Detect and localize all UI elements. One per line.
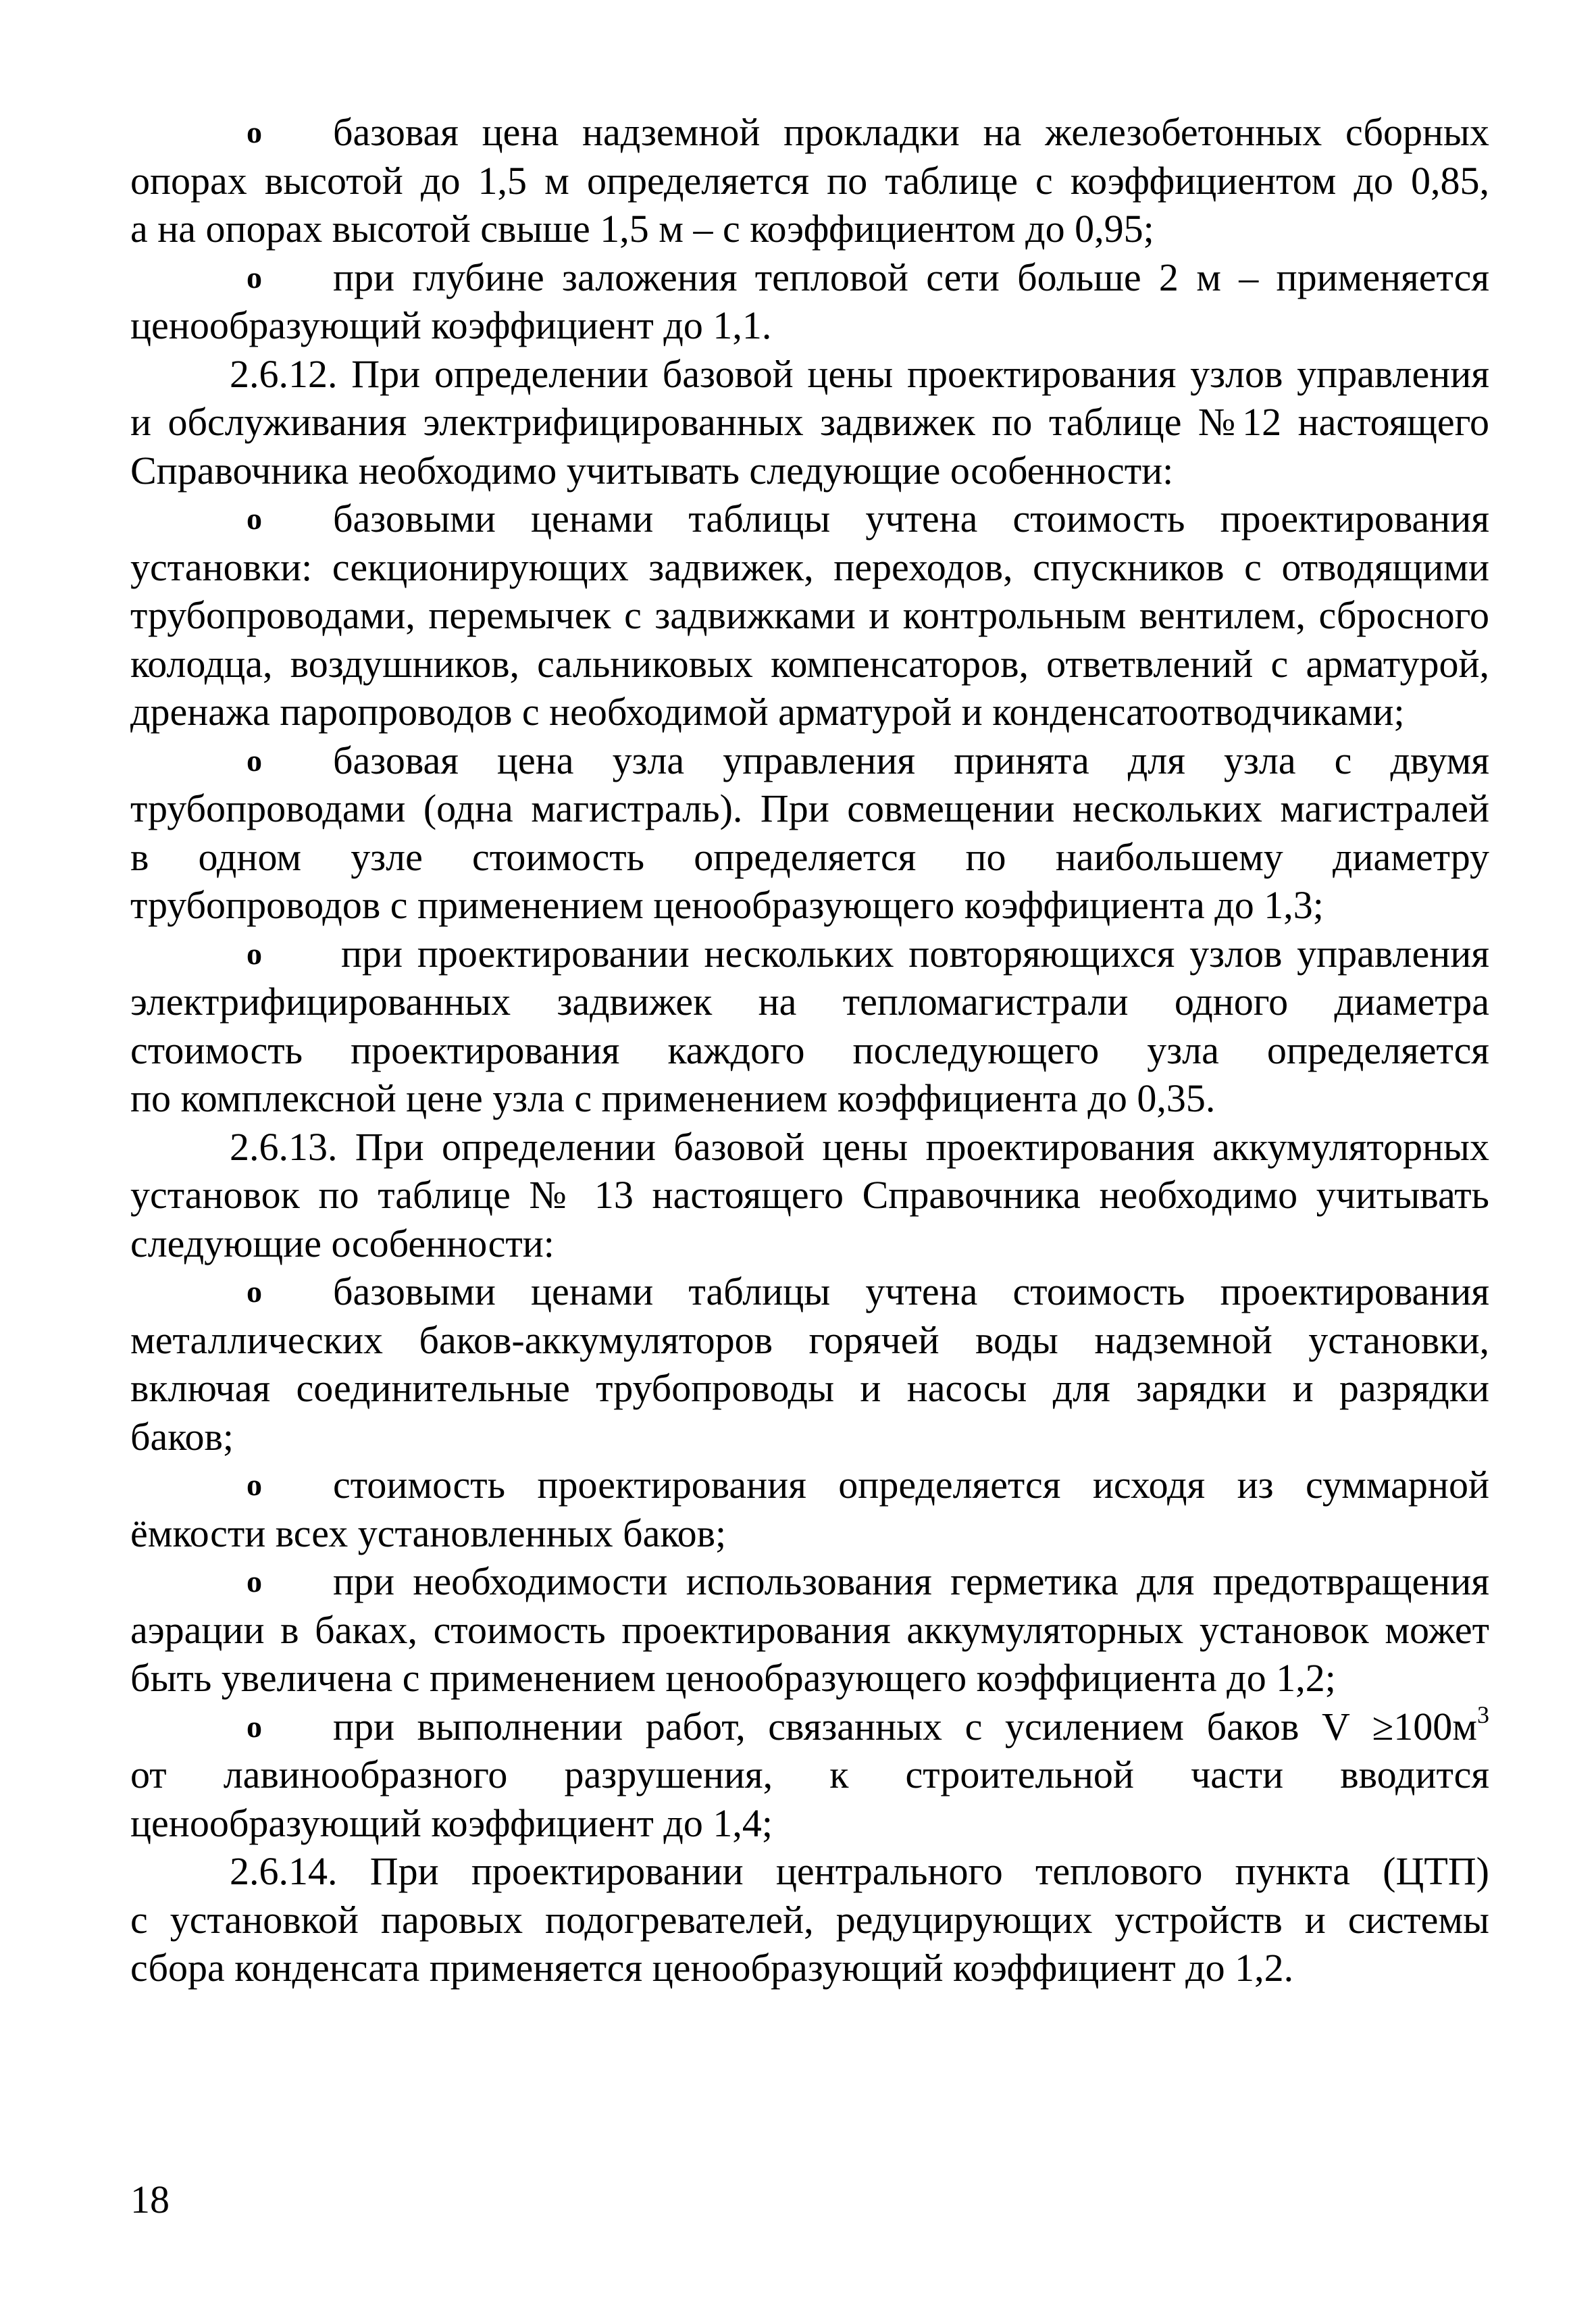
line-text: следующие особенности: [130, 1221, 555, 1265]
line-text: стоимость проектирования каждого последующего узла определяется [130, 1028, 1489, 1072]
line-text: базовыми ценами таблицы учтена стоимость проектирования [333, 497, 1489, 540]
line-text: стоимость проектирования определяется исходя из суммарной [333, 1463, 1489, 1507]
text-line [130, 1413, 1489, 1461]
text-line [130, 833, 1489, 882]
line-text: сбора конденсата применяется ценообразующий коэффициент до 1,2. [130, 1946, 1294, 1990]
bullet-icon: o [247, 743, 262, 778]
bullet-item [130, 736, 1489, 930]
line-text: металлических баков-аккумуляторов горячей воды надземной установки, [130, 1317, 1489, 1362]
line-text: трубопроводами (одна магистраль). При совмещении нескольких магистралей [130, 786, 1489, 830]
numbered-paragraph [130, 350, 1489, 495]
bullet-icon: o [247, 936, 262, 971]
numbered-paragraph [130, 1123, 1489, 1268]
document-body [130, 108, 1489, 1992]
line-text: базовая цена надземной прокладки на железобетонных сборных [333, 110, 1489, 154]
line-text: ёмкости всех установленных баков; [130, 1511, 727, 1555]
line-text: установки: секционирующих задвижек, переходов, спускников с отводящими [130, 545, 1489, 589]
numbered-paragraph [130, 1847, 1489, 1992]
line-text: ценообразующий коэффициент до 1,4; [130, 1801, 773, 1845]
superscript: 3 [1477, 1701, 1489, 1729]
line-text: с установкой паровых подогревателей, редуцирующих устройств и системы [130, 1897, 1489, 1942]
text-line [130, 1461, 1489, 1509]
line-text: опорах высотой до 1,5 м определяется по таблице с коэффициентом до 0,85, [130, 158, 1489, 203]
text-line [130, 301, 1489, 350]
line-text: баков; [130, 1414, 234, 1459]
text-line [130, 495, 1489, 543]
line-text: по комплексной цене узла с применением коэффициента до 0,35. [130, 1076, 1216, 1120]
text-line [130, 1654, 1489, 1703]
line-text: 2.6.12. При определении базовой цены проектирования узлов управления [230, 351, 1489, 396]
page-number: 18 [130, 2178, 170, 2221]
text-line [130, 1171, 1489, 1219]
bullet-item [130, 1461, 1489, 1557]
text-line [130, 205, 1489, 253]
line-text: дренажа паропроводов с необходимой арматурой и конденсатоотводчиками; [130, 690, 1405, 734]
bullet-icon: o [247, 1564, 262, 1599]
text-line [130, 447, 1489, 495]
text-line [130, 350, 1489, 399]
text-line [130, 1509, 1489, 1558]
text-line [130, 1751, 1489, 1799]
text-line [130, 157, 1489, 205]
bullet-icon: o [247, 115, 262, 149]
text-line [130, 1267, 1489, 1316]
line-text: трубопроводов с применением ценообразующего коэффициента до 1,3; [130, 883, 1324, 927]
line-text: колодца, воздушников, сальниковых компенсаторов, ответвлений с арматурой, [130, 641, 1489, 686]
bullet-icon: o [247, 259, 262, 295]
line-text: от лавинообразного разрушения, к строительной части вводится [130, 1753, 1489, 1796]
line-text: базовая цена узла управления принята для узла с двумя [333, 738, 1489, 782]
text-line [130, 736, 1489, 785]
line-text: быть увеличена с применением ценообразующего коэффициента до 1,2; [130, 1656, 1336, 1700]
bullet-icon: o [247, 1274, 262, 1309]
text-line [130, 108, 1489, 157]
line-text: 2.6.13. При определении базовой цены проектирования аккумуляторных [230, 1124, 1489, 1169]
text-line [130, 543, 1489, 592]
line-text: установок по таблице № 13 настоящего Справочника необходимо учитывать [130, 1173, 1489, 1217]
bullet-icon: o [247, 501, 262, 536]
text-line [130, 1847, 1489, 1896]
line-text: и обслуживания электрифицированных задвижек по таблице №12 настоящего [130, 400, 1489, 444]
text-line [130, 784, 1489, 833]
line-text: трубопроводами, перемычек с задвижками и контрольным вентилем, сбросного [130, 593, 1489, 637]
text-line [130, 688, 1489, 736]
text-line [130, 591, 1489, 640]
line-text: электрифицированных задвижек на тепломагистрали одного диаметра [130, 980, 1489, 1024]
text-line [130, 640, 1489, 688]
bullet-item [130, 1557, 1489, 1703]
line-text: при необходимости использования герметика для предотвращения [333, 1559, 1489, 1603]
text-line [130, 1364, 1489, 1413]
line-text: а на опорах высотой свыше 1,5 м – с коэффициентом до 0,95; [130, 207, 1154, 251]
bullet-item [130, 495, 1489, 736]
text-line [130, 881, 1489, 930]
text-line [130, 978, 1489, 1026]
text-line [130, 1799, 1489, 1848]
text-line [130, 1026, 1489, 1075]
line-text: при проектировании нескольких повторяющихся узлов управления [341, 931, 1489, 976]
bullet-item [130, 1703, 1489, 1848]
bullet-item [130, 930, 1489, 1123]
text-line [130, 1316, 1489, 1365]
text-line [130, 930, 1489, 978]
bullet-icon: o [247, 1467, 262, 1502]
text-line [130, 1557, 1489, 1606]
text-line [130, 1606, 1489, 1655]
text-line [130, 1703, 1489, 1751]
line-text: в одном узле стоимость определяется по наибольшему диаметру [130, 834, 1489, 879]
line-text: аэрации в баках, стоимость проектирования аккумуляторных установок может [130, 1607, 1489, 1652]
line-text: ценообразующий коэффициент до 1,1. [130, 303, 772, 347]
text-line [130, 1074, 1489, 1123]
text-line [130, 253, 1489, 302]
text-line [130, 1123, 1489, 1172]
bullet-icon: o [247, 1709, 262, 1744]
bullet-item [130, 253, 1489, 350]
line-text: Справочника необходимо учитывать следующие особенности: [130, 448, 1174, 493]
bullet-item [130, 108, 1489, 253]
line-text: базовыми ценами таблицы учтена стоимость проектирования [333, 1269, 1489, 1313]
line-text: при выполнении работ, связанных с усилением баков V ≥100м [333, 1704, 1477, 1749]
text-line [130, 398, 1489, 447]
line-text: 2.6.14. При проектировании центрального теплового пункта (ЦТП) [230, 1849, 1489, 1893]
line-text: при глубине заложения тепловой сети больше 2 м – применяется [333, 255, 1489, 299]
text-line [130, 1944, 1489, 1992]
line-text: включая соединительные трубопроводы и насосы для зарядки и разрядки [130, 1366, 1489, 1410]
text-line [130, 1896, 1489, 1944]
text-line [130, 1219, 1489, 1268]
bullet-item [130, 1267, 1489, 1461]
